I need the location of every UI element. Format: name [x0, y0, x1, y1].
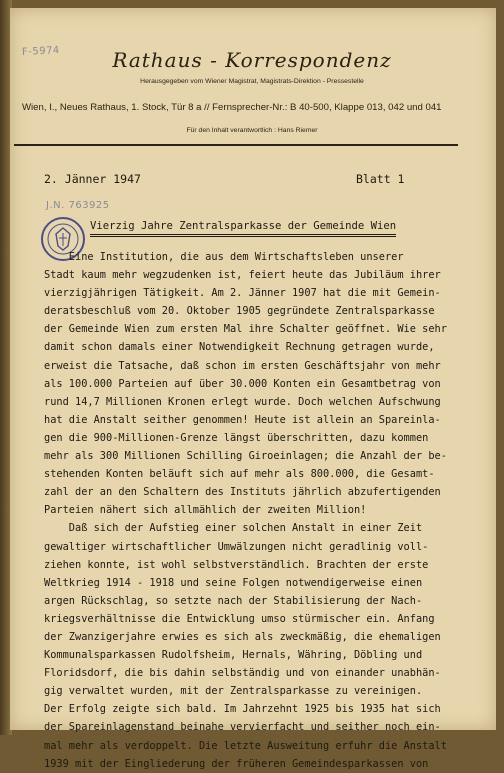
- body-line: erweist die Tatsache, daß schon im ersten Geschäftsjahr von mehr: [44, 359, 441, 372]
- body-line: Daß sich der Aufstieg einer solchen Anstalt in einer Zeit: [44, 522, 423, 535]
- body-line: Floridsdorf, die bis dahin selbständig und von einander unabhän-: [44, 667, 441, 680]
- body-line: damit schon damals einer Notwendigkeit Rechnung getragen wurde,: [44, 341, 435, 354]
- headline-underline: [90, 234, 396, 237]
- masthead-rule: [14, 144, 458, 146]
- body-line: deratsbeschluß vom 20. Oktober 1905 gegründete Zentralsparkasse: [44, 305, 435, 318]
- body-line: Parteien nähert sich allmählich der zweiten Million!: [44, 504, 367, 517]
- body-line: der Zwanzigerjahre erwies es sich als zweckmäßig, die ehemaligen: [44, 630, 441, 643]
- body-line: ziehen konnte, ist wohl selbstverständlich. Brachten der erste: [44, 558, 429, 571]
- body-line: 1939 mit der Eingliederung der früheren Gemeindesparkassen von: [44, 757, 429, 770]
- article-headline: Vierzig Jahre Zentralsparkasse der Gemeinde Wien: [90, 220, 397, 232]
- pencil-note-archive: J.N. 763925: [46, 200, 110, 211]
- body-line: rund 14,7 Millionen Kronen erlegt wurde. Doch welchen Aufschwung: [44, 395, 441, 408]
- body-line: vierzigjährigen Tätigkeit. Am 2. Jänner 1907 hat die mit Gemein-: [44, 287, 441, 300]
- document-date: 2. Jänner 1947: [44, 172, 141, 186]
- body-line: mehr als 300 Millionen Schilling Giroeinlagen; die Anzahl der be-: [44, 450, 447, 463]
- body-line: stehenden Konten beläuft sich auf mehr als 800.000, die Gesamt-: [44, 468, 435, 481]
- body-line: Der Erfolg zeigte sich bald. Im Jahrzehnt 1925 bis 1935 hat sich: [44, 703, 441, 716]
- body-line: als 100.000 Parteien auf über 30.000 Konten ein Gesamtbetrag von: [44, 377, 441, 390]
- body-line: Weltkrieg 1914 - 1918 und seine Folgen notwendigerweise einen: [44, 576, 423, 589]
- body-line: argen Rückschlag, so setzte nach der Stabilisierung der Nach-: [44, 594, 423, 607]
- body-line: der Gemeinde Wien zum ersten Mal ihre Schalter geöffnet. Wie sehr: [44, 323, 447, 336]
- masthead-responsible: Für den Inhalt verantwortlich : Hans Riemer: [186, 127, 318, 134]
- masthead-title: Rathaus - Korrespondenz: [112, 48, 392, 72]
- pencil-note-top: F-5974: [21, 45, 61, 58]
- body-line: Stadt kaum mehr wegzudenken ist, feiert heute das Jubiläum ihrer: [44, 269, 441, 282]
- sheet-number: Blatt 1: [356, 172, 405, 186]
- body-line: gen die 900-Millionen-Grenze längst überschritten, dazu kommen: [44, 431, 429, 444]
- body-line: Eine Institution, die aus dem Wirtschaftsleben unserer: [44, 251, 404, 263]
- body-line: Kommunalsparkassen Rudolfsheim, Hernals, Währing, Döbling und: [44, 649, 423, 662]
- masthead-publisher: Herausgegeben vom Wiener Magistrat, Magistrats-Direktion - Pressestelle: [140, 78, 364, 85]
- body-line: gewaltiger wirtschaftlicher Umwälzungen nicht geradlinig voll-: [44, 540, 429, 553]
- body-line: der Spareinlagenstand beinahe vervierfacht und seither noch ein-: [44, 721, 441, 734]
- article-body: [44, 248, 494, 773]
- body-line: hat die Anstalt seither genommen! Heute ist allein an Spareinla-: [44, 413, 441, 426]
- body-line: gig verwaltet wurden, mit der Zentralsparkasse zu vereinigen.: [44, 685, 423, 698]
- masthead-address: Wien, I., Neues Rathaus, 1. Stock, Tür 8 a // Fernsprecher-Nr.: B 40-500, Klappe 013, 042 und 041: [22, 102, 442, 113]
- body-line: kriegsverhältnisse die Entwicklung umso stürmischer ein. Anfang: [44, 612, 435, 625]
- body-line: mal mehr als verdoppelt. Die letzte Ausweitung erfuhr die Anstalt: [44, 739, 447, 752]
- body-line: zahl der an den Schaltern des Instituts jährlich abzufertigenden: [44, 486, 441, 499]
